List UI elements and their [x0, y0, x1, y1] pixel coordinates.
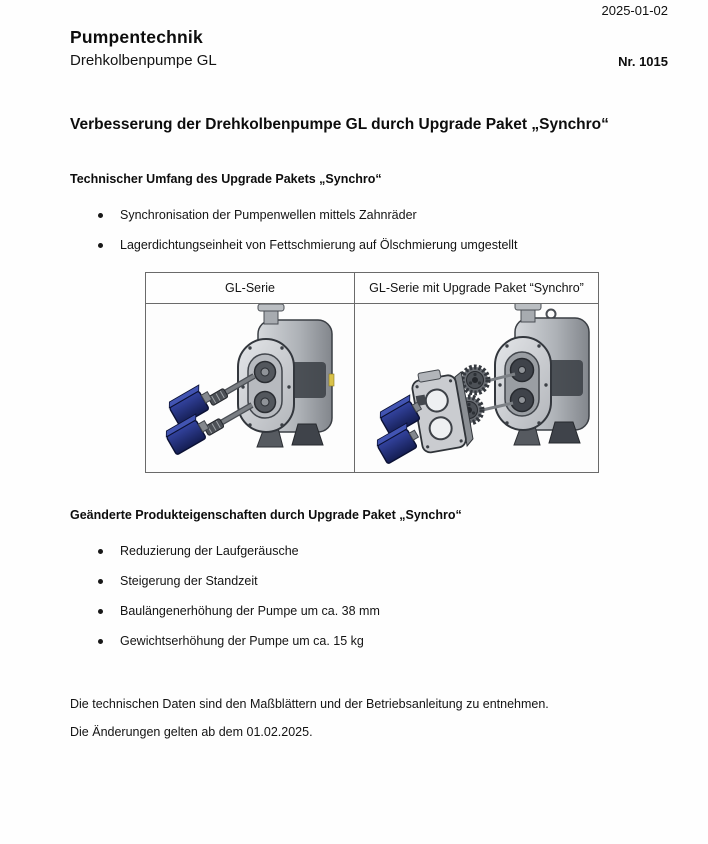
- gl-series-pump-image: [146, 304, 354, 472]
- bullet-list: [70, 543, 668, 649]
- page-title: Verbesserung der Drehkolbenpumpe GL durch Upgrade Paket „Synchro“: [70, 116, 609, 133]
- list-item: Steigerung der Standzeit: [96, 573, 668, 589]
- list-item: Gewichtserhöhung der Pumpe um ca. 15 kg: [96, 633, 668, 649]
- list-item: Synchronisation der Pumpenwellen mittels Zahnräder: [96, 207, 668, 223]
- section-technical-scope: [70, 172, 668, 253]
- list-item: Baulängenerhöhung der Pumpe um ca. 38 mm: [96, 603, 668, 619]
- note-effective-date: Die Änderungen gelten ab dem 01.02.2025.: [70, 725, 313, 739]
- list-item: Reduzierung der Laufgeräusche: [96, 543, 668, 559]
- section-heading: Geänderte Produkteigenschaften durch Upgrade Paket „Synchro“: [70, 508, 462, 522]
- table-image-row: [146, 304, 599, 473]
- document-date: 2025-01-02: [601, 3, 668, 18]
- table-cell-gl-serie-image: [146, 304, 355, 473]
- product-line: Drehkolbenpumpe GL: [70, 52, 217, 69]
- seal-blocks: [164, 383, 216, 455]
- document-number: Nr. 1015: [618, 54, 668, 69]
- section-changed-properties: [70, 508, 668, 649]
- bullet-list: [70, 207, 668, 253]
- table-cell-gl-synchro-image: [355, 304, 599, 473]
- section-heading: Technischer Umfang des Upgrade Pakets „Synchro“: [70, 172, 382, 186]
- brand-name: Pumpentechnik: [70, 27, 203, 47]
- table-header-cell-gl-serie-synchro: GL-Serie mit Upgrade Paket “Synchro”: [355, 273, 599, 304]
- comparison-table: [145, 272, 599, 473]
- table-header-cell-gl-serie: GL-Serie: [146, 273, 355, 304]
- masthead: [70, 0, 668, 69]
- closing-notes: [70, 696, 668, 740]
- table-header-row: [146, 273, 599, 304]
- list-item: Lagerdichtungseinheit von Fettschmierung auf Ölschmierung umgestellt: [96, 237, 668, 253]
- gl-synchro-pump-exploded-image: [355, 304, 598, 472]
- seal-blocks: [375, 394, 426, 465]
- note-technical-data: Die technischen Daten sind den Maßblättern und der Betriebsanleitung zu entnehmen.: [70, 697, 549, 711]
